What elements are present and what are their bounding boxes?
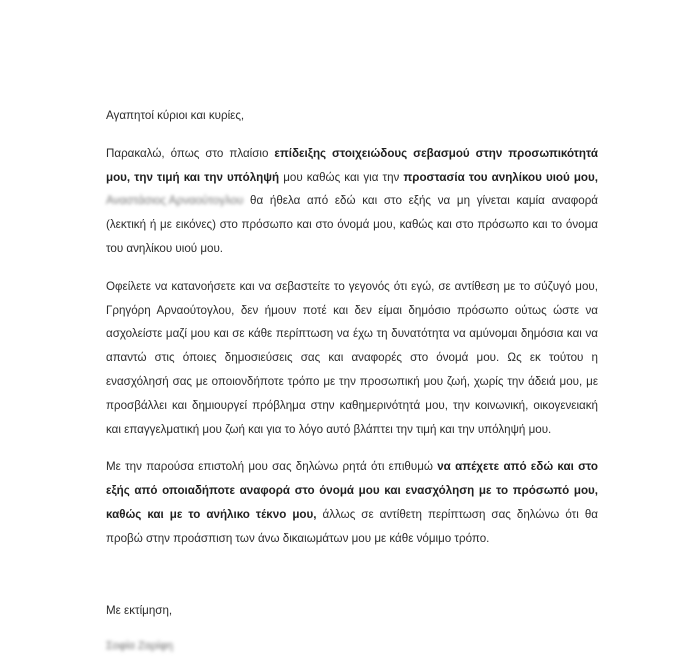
paragraph-2: Οφείλετε να κατανοήσετε και να σεβαστείτε το γεγονός ότι εγώ, σε αντίθεση με το σύζυγό μου, Γρηγόρη Αρναούτογλου, δεν ήμουν ποτέ και δεν είμαι δημόσιο πρόσωπο ούτως ώστε να ασχολείστε μαζί μου και σε κάθε περίπτωση να έχω τη δυνατότητα να αμύνομαι δημόσια και να απαντώ στις όποιες δημοσιεύσεις σας και αναφορές στο όνομά μου. Ως εκ τούτου η ενασχόλησή σας με οποιονδήποτε τρόπο με την προσωπική μου ζωή, χωρίς την άδειά μου, με προσβάλλει και δημιουργεί πρόβλημα στην καθημερινότητά μου, την κοινωνική, οικογενειακή και επαγγελματική μου ζωή και για το λόγο αυτό βλάπτει την τιμή και την υπόληψή μου. — [106, 279, 598, 436]
letter-body — [106, 104, 598, 565]
p3-bold-1: να απέχετε από εδώ και στο εξής από οποιαδήποτε αναφορά στο όνομά μου και ενασχόληση με το πρόσωπό μου, καθώς και με το ανήλικο τέκνο μου, — [106, 460, 598, 521]
redacted-name: Αναστάσιος Αρναούτογλου — [106, 194, 244, 208]
paragraph-1 — [106, 142, 598, 261]
redacted-signature: Σοφία Ζαρίφη — [106, 640, 173, 652]
closing: Με εκτίμηση, — [106, 604, 173, 617]
p1-bold-1: επίδειξης στοιχειώδους σεβασμού στην προσωπικότητά μου, την τιμή και την υπόληψή — [106, 146, 598, 184]
p1-bold-2: προστασία του ανηλίκου υιού μου, — [403, 170, 598, 184]
p3-text-2: άλλως σε αντίθετη περίπτωση σας δηλώνω ότι θα προβώ στην προάσπιση των άνω δικαιωμάτων μου με κάθε νόμιμο τρόπο. — [106, 507, 598, 545]
p1-text-3: θα ήθελα από εδώ και στο εξής να μη γίνεται καμία αναφορά (λεκτική ή με εικόνες) στο πρόσωπο και στο όνομά μου, καθώς και στο πρόσωπο και το όνομα του ανηλίκου υιού μου. — [106, 194, 598, 255]
paragraph-3 — [106, 455, 598, 550]
p3-text-1: Με την παρούσα επιστολή μου σας δηλώνω ρητά ότι επιθυμώ — [106, 460, 438, 474]
p1-text-2: μου καθώς και για την — [279, 170, 404, 184]
p1-text-1: Παρακαλώ, όπως στο πλαίσιο — [106, 146, 275, 160]
greeting: Αγαπητοί κύριοι και κυρίες, — [106, 109, 245, 122]
